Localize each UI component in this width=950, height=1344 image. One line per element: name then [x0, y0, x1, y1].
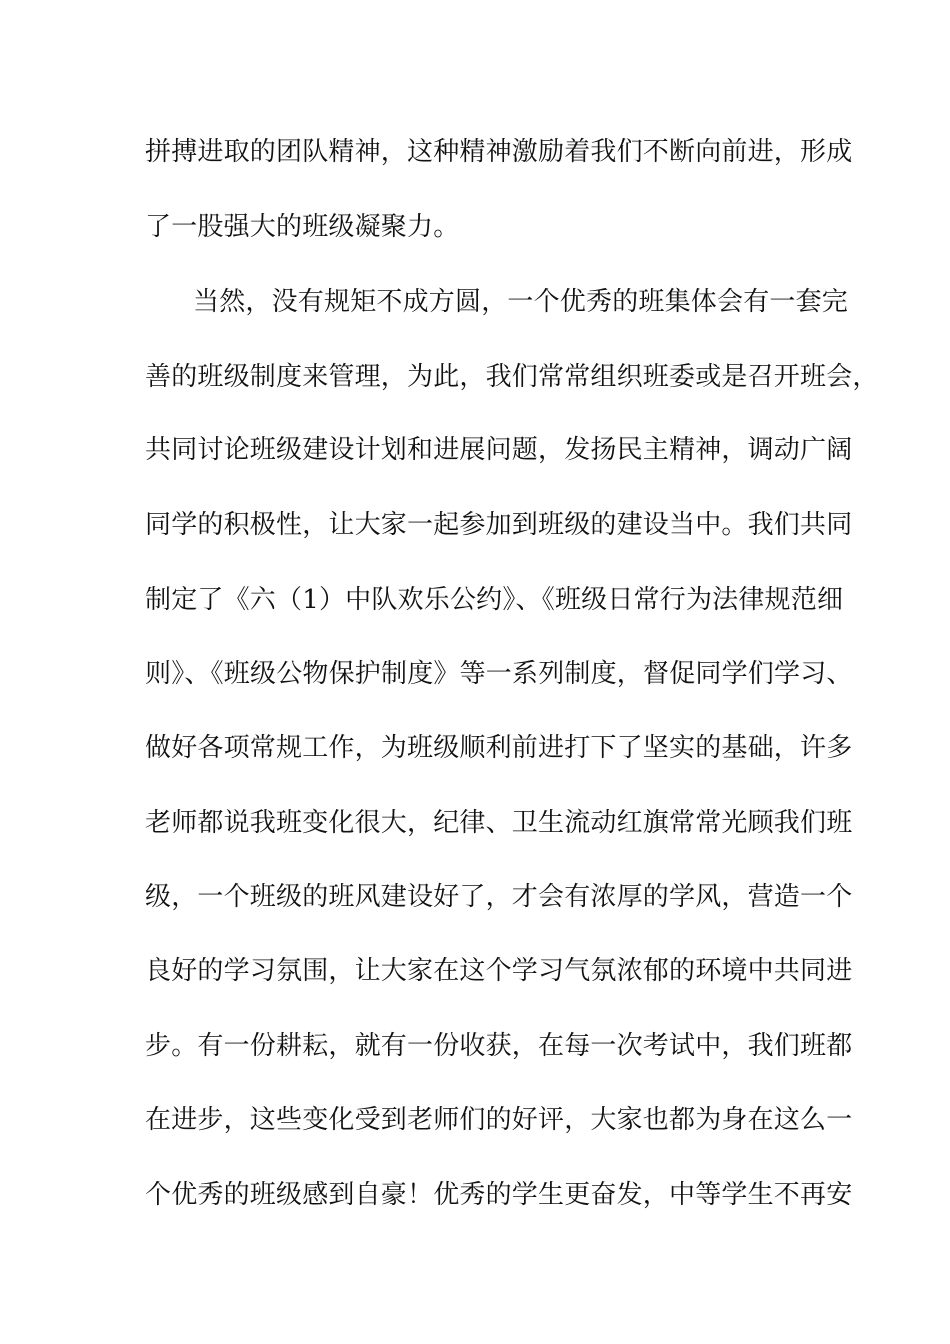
text-line-4: 善的班级制度来管理，为此，我们常常组织班委或是召开班会， — [145, 362, 879, 392]
text-line-6: 同学的积极性，让大家一起参加到班级的建设当中。我们共同 — [145, 510, 853, 540]
text-line-15: 个优秀的班级感到自豪！优秀的学生更奋发，中等学生不再安 — [145, 1180, 853, 1210]
text-line-9: 做好各项常规工作，为班级顺利前进打下了坚实的基础，许多 — [145, 733, 853, 763]
text-line-10: 老师都说我班变化很大，纪律、卫生流动红旗常常光顾我们班 — [145, 808, 853, 838]
text-line-7: 制定了《六（1）中队欢乐公约》、《班级日常行为法律规范细 — [145, 585, 844, 615]
text-line-5: 共同讨论班级建设计划和进展问题，发扬民主精神，调动广阔 — [145, 435, 853, 465]
paragraph-start-line: 当然，没有规矩不成方圆，一个优秀的班集体会有一套完 — [193, 287, 849, 317]
text-line-2: 了一股强大的班级凝聚力。 — [145, 212, 460, 242]
text-line-12: 良好的学习氛围，让大家在这个学习气氛浓郁的环境中共同进 — [145, 956, 853, 986]
text-line-1: 拼搏进取的团队精神，这种精神激励着我们不断向前进，形成 — [145, 137, 853, 167]
text-line-14: 在进步，这些变化受到老师们的好评，大家也都为身在这么一 — [145, 1105, 853, 1135]
text-line-11: 级，一个班级的班风建设好了，才会有浓厚的学风，营造一个 — [145, 882, 853, 912]
text-line-8: 则》、《班级公物保护制度》等一系列制度，督促同学们学习、 — [145, 659, 853, 689]
text-line-13: 步。有一份耕耘，就有一份收获，在每一次考试中，我们班都 — [145, 1031, 853, 1061]
